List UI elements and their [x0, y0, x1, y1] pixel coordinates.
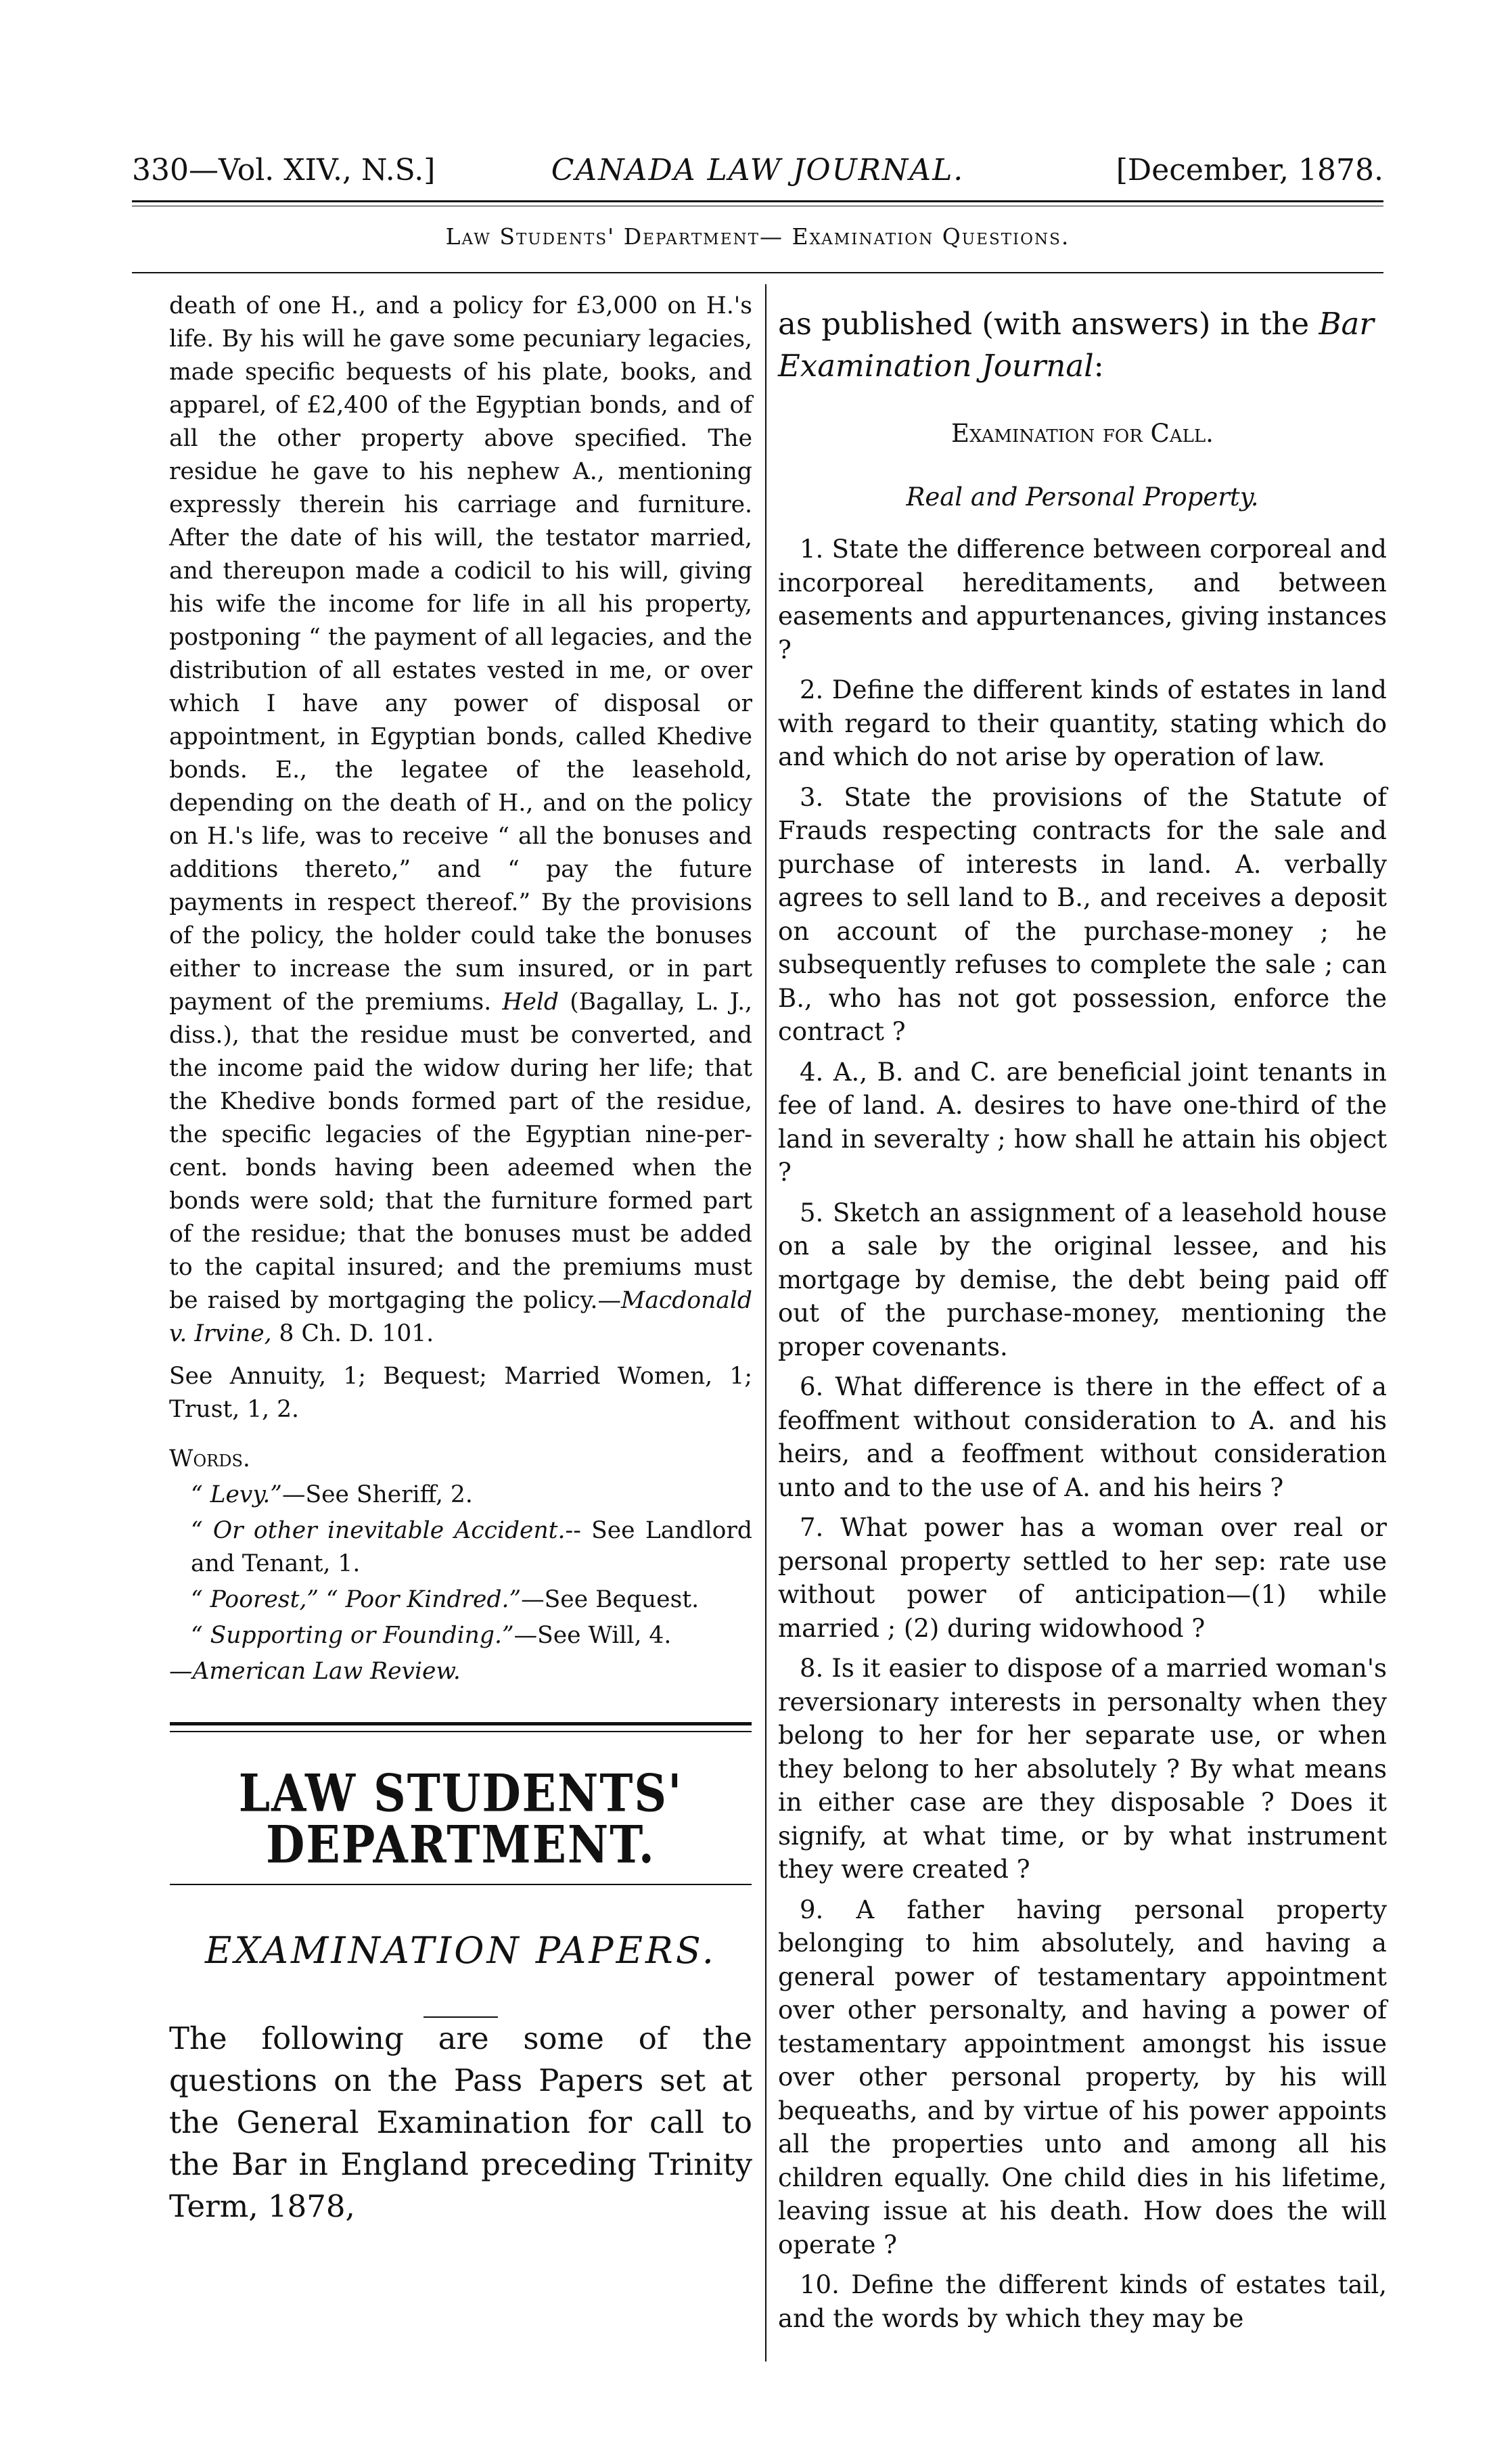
intro-continuation — [778, 303, 1387, 387]
word-term: “ Levy.” — [191, 1481, 282, 1508]
issue-date: [December, 1878. — [1116, 153, 1383, 187]
department-rule — [170, 1884, 752, 1885]
question-item: 1. State the difference between corporeal and incorporeal hereditaments, and between easements and appurtenances, giving instances ? — [778, 535, 1387, 664]
words-entry — [169, 1619, 752, 1652]
journal-name: Bar Examination Journal — [778, 306, 1374, 384]
volume-page-number: 330—Vol. XIV., N.S.] — [132, 153, 436, 187]
words-entry — [169, 1514, 752, 1581]
word-term: “ Or other inevitable Accident. — [191, 1517, 566, 1544]
section-subtitle: Law Students' Department— Examination Questions. — [445, 223, 1070, 250]
word-reference: -- See Landlord and Tenant, 1. — [191, 1517, 752, 1577]
words-entry — [169, 1478, 752, 1512]
question-item: 9. A father having personal property belonging to him absolutely, and having a general power of testamentary appointment over other personalty, and having a power of testamentary appointment amongst his issue over other personal property, by his will bequeaths, and by virtue of his power appoints all the properties unto and among all his children equally. One child dies in his lifetime, leaving issue at his death. How does the will operate ? — [778, 1895, 1387, 2259]
question-item: 8. Is it easier to dispose of a married woman's reversionary interests in personalty when they belong to her for her separate use, or when they belong to her absolutely ? By what means in either case are they disposable ? Does it signify, at what time, or by what instrument they were created ? — [778, 1654, 1387, 1884]
source-name: —American Law Review. — [169, 1658, 461, 1685]
words-section — [169, 1443, 752, 1688]
word-term: “ Supporting or Founding.” — [191, 1622, 514, 1649]
question-item: 3. State the provisions of the Statute of Frauds respecting contracts for the sale and purchase of interests in land. A. verbally agrees to sell land to B., and receives a deposit on account of the purchase-money ; he subsequently refuses to complete the sale ; can B., who has not got possession, enforce the contract ? — [778, 782, 1387, 1046]
exam-subject: Real and Personal Property. — [906, 482, 1259, 512]
word-reference: —See Bequest. — [521, 1586, 700, 1613]
words-heading: Words. — [169, 1445, 250, 1472]
journal-title: CANADA LAW JOURNAL. — [551, 153, 965, 187]
case-report-reference: 8 Ch. D. 101. — [279, 1320, 434, 1347]
intro-end: : — [1093, 348, 1104, 384]
question-item: 5. Sketch an assignment of a leasehold house on a sale by the original lessee, and his mortgage by demise, the debt being paid off out of the purchase-money, mentioning the proper covenants. — [778, 1198, 1387, 1361]
words-entry — [169, 1583, 752, 1617]
question-item: 10. Define the different kinds of estates tail, and the words by which they may be — [778, 2270, 1387, 2333]
question-item: 2. Define the different kinds of estates in land with regard to their quantity, stating which do and which do not arise by operation of law. — [778, 675, 1387, 771]
examination-papers-title: EXAMINATION PAPERS. — [205, 1929, 716, 1972]
source-attribution — [169, 1655, 752, 1688]
see-also-reference: See Annuity, 1; Bequest; Married Women, 1; Trust, 1, 2. — [169, 1363, 752, 1423]
section-rule-thick — [170, 1722, 752, 1725]
left-column — [169, 290, 752, 2228]
word-reference: —See Will, 4. — [513, 1622, 672, 1649]
running-header — [132, 142, 1383, 189]
question-list — [778, 533, 1387, 2335]
question-item: 4. A., B. and C. are beneficial joint tenants in fee of land. A. desires to have one-third of the land in severalty ; how shall he attain his object ? — [778, 1057, 1387, 1187]
examination-intro: The following are some of the questions on the Pass Papers set at the General Examination for call to the Bar in England preceding Trinity Term, 1878, — [169, 2020, 752, 2224]
department-title: LAW STUDENTS' DEPARTMENT. — [238, 1763, 683, 1875]
intro-text: as published (with answers) in the — [778, 306, 1310, 342]
right-column — [778, 290, 1387, 2335]
case-continuation-text — [169, 290, 752, 1351]
header-rule — [132, 200, 1383, 202]
case-citation: Macdonald v. Irvine, — [169, 1287, 752, 1347]
exam-heading: Examination for Call. — [951, 419, 1214, 448]
question-item: 6. What difference is there in the effect of a feoffment without consideration to A. and his heirs, and a feoffment without consideration unto and to the use of A. and his heirs ? — [778, 1372, 1387, 1502]
subtitle-rule — [132, 272, 1383, 273]
held-label: Held — [502, 989, 559, 1016]
case-facts: death of one H., and a policy for £3,000 on H.'s life. By his will he gave some pecuniary legacies, made specific bequests of his plate, books, and apparel, of £2,400 of the Egyptian bonds, and of all the other property above specified. The residue he gave to his nephew A., mentioning expressly therein his carriage and furniture. After the date of his will, the testator married, and thereupon made a codicil to his will, giving his wife the income for life in all his property, postponing “ the payment of all legacies, and the distribution of all estates vested in me, or over which I have any power of disposal or appointment, in Egyptian bonds, called Khedive bonds. E., the legatee of the leasehold, depending on the death of H., and on the policy on H.'s life, was to receive “ all the bonuses and additions thereto,” and “ pay the future payments in respect thereof.” By the provisions of the policy, the holder could take the bonuses either to increase the sum insured, or in part payment of the premiums. — [169, 292, 752, 1016]
word-reference: —See Sheriff, 2. — [281, 1481, 473, 1508]
word-term: “ Poorest,” “ Poor Kindred.” — [191, 1586, 522, 1613]
held-text: (Bagallay, L. J., diss.), that the residue must be converted, and the income paid the widow during her life; that the Khedive bonds formed part of the residue, the specific legacies of the Egyptian nine-per-cent. bonds having been adeemed when the bonds were sold; that the furniture formed part of the residue; that the bonuses must be added to the capital insured; and the premiums must be raised by mortgaging the policy.— — [169, 989, 753, 1314]
section-rule-thin — [170, 1731, 752, 1732]
question-item: 7. What power has a woman over real or personal property settled to her sep: rate use without power of anticipation—(1) while married ; (2) during widowhood ? — [778, 1513, 1387, 1643]
column-divider — [765, 284, 766, 2362]
